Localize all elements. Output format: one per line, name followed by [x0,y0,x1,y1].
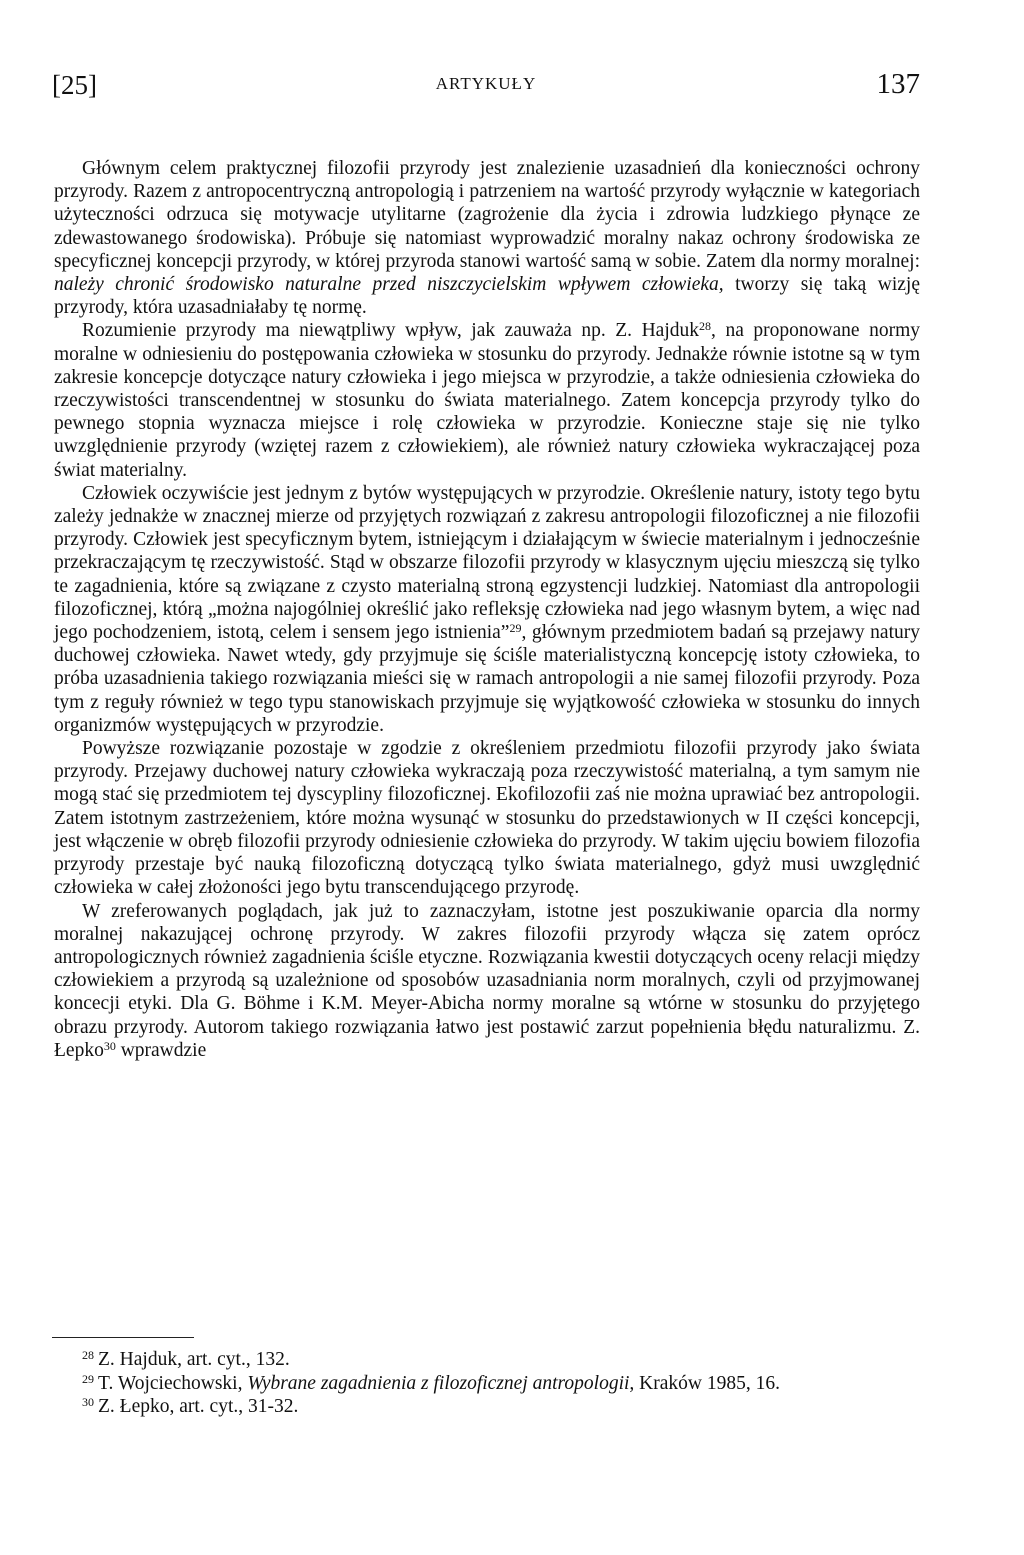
footnote-ref-28: 28 [699,319,712,334]
body-text [54,157,920,1062]
footnote-mark: 30 [82,1395,94,1409]
footnote-29 [54,1372,920,1396]
footnote-30 [54,1395,920,1419]
paragraph-2 [54,319,920,481]
text-run: , na proponowane normy moralne w odniesieniu do postępowania człowieka w stosunku do przyrody. Jednakże równie istotne są w tym zakresie koncepcje dotyczące natury człowieka i jego miejsca w przyrodzie, a także odniesienia człowieka do rzeczywistości transcendentnej w stosunku do świata materialnego. Zatem koncepcja przyrody tylko do pewnego stopnia wyznacza miejsce i rolę człowieka w przyrodzie. Konieczne staje się nie tylko uwzględnienie przyrody (wziętej razem z człowiekiem), ale również natury człowieka wykraczającej poza świat materialny. [54,320,921,481]
paragraph-5 [54,900,920,1062]
footnote-text: Z. Łepko, art. cyt., 31-32. [98,1396,299,1417]
page-number: 137 [876,68,920,100]
footnote-mark: 29 [82,1371,94,1386]
footnote-text: Kraków 1985, 16. [634,1372,780,1394]
text-run: Rozumienie przyrody ma niewątpliwy wpływ, jak zauważa np. Z. Hajduk [82,320,700,342]
footnote-text: Z. Hajduk, art. cyt., 132. [98,1349,290,1370]
footnote-mark: 28 [82,1348,94,1362]
emphasized-norm: należy chronić środowisko naturalne przed niszczycielskim wpływem człowieka, [54,274,724,296]
text-run: , głównym przedmiotem badań są przejawy natury duchowej człowieka. Nawet wtedy, gdy przyjmuje się ściśle materialistyczną koncepcję istoty człowieka, to próba uzasadnienia takiego rozwiązania mieści się w ramach antropologii a nie samej filozofii przyrody. Poza tym z reguły również w tego typu stanowiskach przyjmuje się wyjątkowość człowieka w stosunku do innych organizmów występujących w przyrodzie. [54,622,920,736]
text-run: Człowiek oczywiście jest jednym z bytów występujących w przyrodzie. Określenie natury, istoty tego bytu zależy jednakże w znacznej mierze od przyjętych rozwiązań z zakresu antropologii filozoficznej a nie filozofii przyrody. Człowiek jest specyficznym bytem, istniejącym i działającym w świecie materialnym i jednocześnie przekraczającym tę rzeczywistość. Stąd w obszarze filozofii przyrody w klasycznym ujęciu mieszczą się tylko te zagadnienia, które są związane z czysto materialną stroną egzystencji ludzkiej. Natomiast dla antropologii filozoficznej, którą „można najogólniej określić jako refleksję człowieka nad jego własnym bytem, a więc nad jego pochodzeniem, istotą, celem i sensem jego istnienia” [54,482,920,644]
running-head [52,68,920,108]
text-run: tworzy się taką wizję przyrody, która uzasadniałaby tę normę. [54,274,920,319]
text-run: W zreferowanych poglądach, jak już to zaznaczyłam, istotne jest poszukiwanie oparcia dla normy moralnej nakazującej ochronę przyrody. W zakres filozofii przyrody włącza się zatem oprócz antropologicznych również zagadnienia ściśle etyczne. Rozwiązania kwestii dotyczących oceny relacji między człowiekiem a przyrodą są uzależnione od sposobów uzasadniania norm moralnych, czyli od przyjmowanej koncecji etyki. Dla G. Böhme i K.M. Meyer-Abicha normy moralne są wtórne w stosunku do przyjętego obrazu przyrody. Autorom takiego rozwiązania łatwo jest postawić zarzut popełnienia błędu naturalizmu. Z. Łepko [54,900,920,1061]
footnote-ref-30: 30 [103,1038,116,1053]
paragraph-3 [54,482,920,737]
page-tag: [25] [52,70,97,100]
section-title: ARTYKUŁY [435,74,537,93]
footnote-28 [54,1348,920,1372]
text-run: wprawdzie [115,1039,207,1061]
paragraph-4 [54,737,920,899]
footnote-title: Wybrane zagadnienia z filozoficznej antropologii, [247,1372,635,1394]
text-run: Głównym celem praktycznej filozofii przyrody jest znalezienie uzasadnień dla konieczności ochrony przyrody. Razem z antropocentryczną antropologią i patrzeniem na wartość przyrody wyłącznie w kategoriach użyteczności odrzuca się motywacje utylitarne (zagrożenie dla życia i zdrowia ludzkiego płynące ze zdewastowanego środowiska). Próbuje się natomiast wyprowadzić moralny nakaz ochrony środowiska ze specyficznej koncepcji przyrody, w której przyroda stanowi wartość samą w sobie. Zatem dla normy moralnej: [54,158,920,272]
paragraph-1 [54,157,920,319]
text-run: Powyższe rozwiązanie pozostaje w zgodzie z określeniem przedmiotu filozofii przyrody jako świata przyrody. Przejawy duchowej natury człowieka wykraczają poza rzeczywistość materialną, a tym samym nie mogą stać się przedmiotem tej dyscypliny filozoficznej. Ekofilozofii zaś nie można uprawiać bez antropologii. Zatem istotnym zastrzeżeniem, które można wysunąć w stosunku do przedstawionych w II części koncepcji, jest włączenie w obręb filozofii przyrody odniesienie człowieka do przyrody. W takim ujęciu bowiem filozofia przyrody przestaje być nauką filozoficzną dotyczącą tylko świata materialnego, gdyż musi uwzględnić człowieka w całej złożoności jego bytu transcendującego przyrodę. [54,738,920,899]
footnote-ref-29: 29 [509,621,522,636]
footnotes [54,1348,920,1419]
footnote-divider [52,1337,194,1338]
footnote-text: T. Wojciechowski, [98,1372,248,1394]
